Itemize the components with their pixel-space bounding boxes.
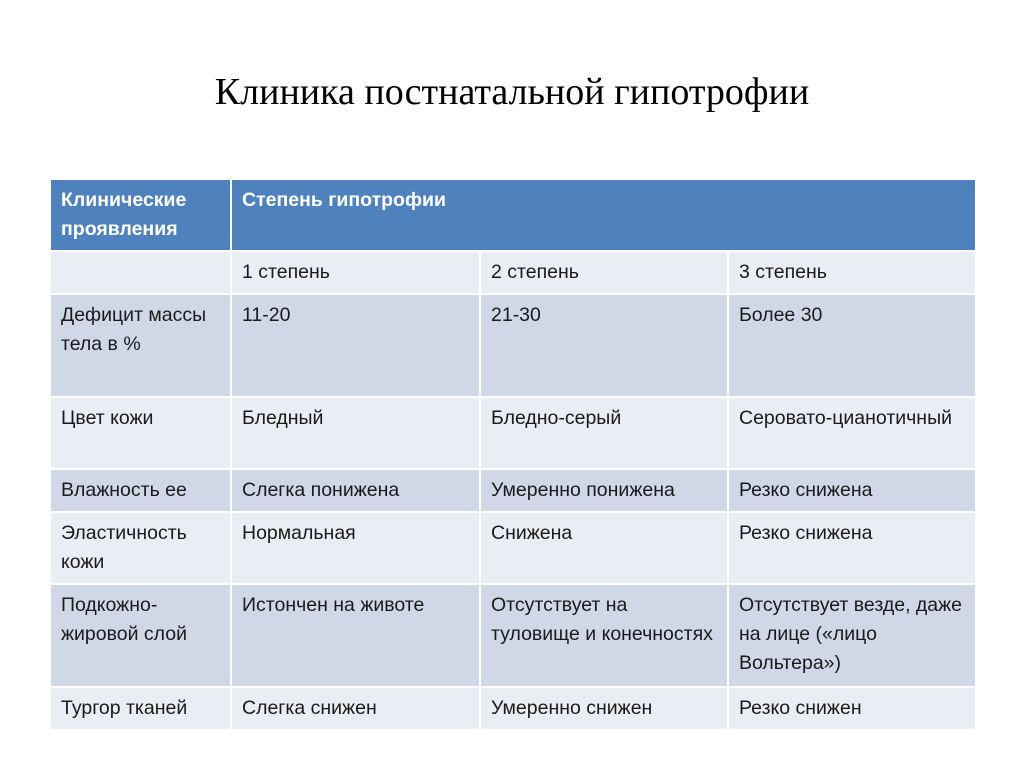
- cell-degree-2: Бледно-серый: [480, 397, 728, 469]
- cell-degree-3: Резко снижена: [728, 512, 976, 584]
- slide-title: Клиника постнатальной гипотрофии: [214, 71, 810, 113]
- row-label: Тургор тканей: [50, 687, 231, 730]
- row-label: Дефицит массы тела в %: [50, 294, 231, 397]
- cell-degree-1: 11-20: [231, 294, 480, 397]
- cell-degree-2: 21-30: [480, 294, 728, 397]
- row-label: [50, 251, 231, 294]
- table-row: [50, 687, 976, 730]
- header-hypotrophy-degree: Степень гипотрофии: [231, 179, 976, 251]
- cell-degree-3: Резко снижена: [728, 469, 976, 512]
- cell-degree-1: 1 степень: [231, 251, 480, 294]
- row-label: Влажность ее: [50, 469, 231, 512]
- table-row: [50, 584, 976, 687]
- cell-degree-1: Истончен на животе: [231, 584, 480, 687]
- hypotrophy-table: [49, 178, 977, 731]
- row-label: Подкожно-жировой слой: [50, 584, 231, 687]
- cell-degree-2: Умеренно понижена: [480, 469, 728, 512]
- cell-degree-2: Умеренно снижен: [480, 687, 728, 730]
- table-row: [50, 469, 976, 512]
- cell-degree-3: Серовато-цианотичный: [728, 397, 976, 469]
- table-row: [50, 397, 976, 469]
- cell-degree-1: Бледный: [231, 397, 480, 469]
- table-row: [50, 251, 976, 294]
- cell-degree-2: Снижена: [480, 512, 728, 584]
- table-row: [50, 512, 976, 584]
- cell-degree-1: Нормальная: [231, 512, 480, 584]
- cell-degree-2: 2 степень: [480, 251, 728, 294]
- cell-degree-1: Слегка понижена: [231, 469, 480, 512]
- table-row: [50, 294, 976, 397]
- header-clinical-manifestations: Клинические проявления: [50, 179, 231, 251]
- row-label: Эластичность кожи: [50, 512, 231, 584]
- cell-degree-1: Слегка снижен: [231, 687, 480, 730]
- cell-degree-3: 3 степень: [728, 251, 976, 294]
- cell-degree-2: Отсутствует на туловище и конечностях: [480, 584, 728, 687]
- cell-degree-3: Резко снижен: [728, 687, 976, 730]
- table-header-row: [50, 179, 976, 251]
- cell-degree-3: Отсутствует везде, даже на лице («лицо Вольтера»): [728, 584, 976, 687]
- cell-degree-3: Более 30: [728, 294, 976, 397]
- row-label: Цвет кожи: [50, 397, 231, 469]
